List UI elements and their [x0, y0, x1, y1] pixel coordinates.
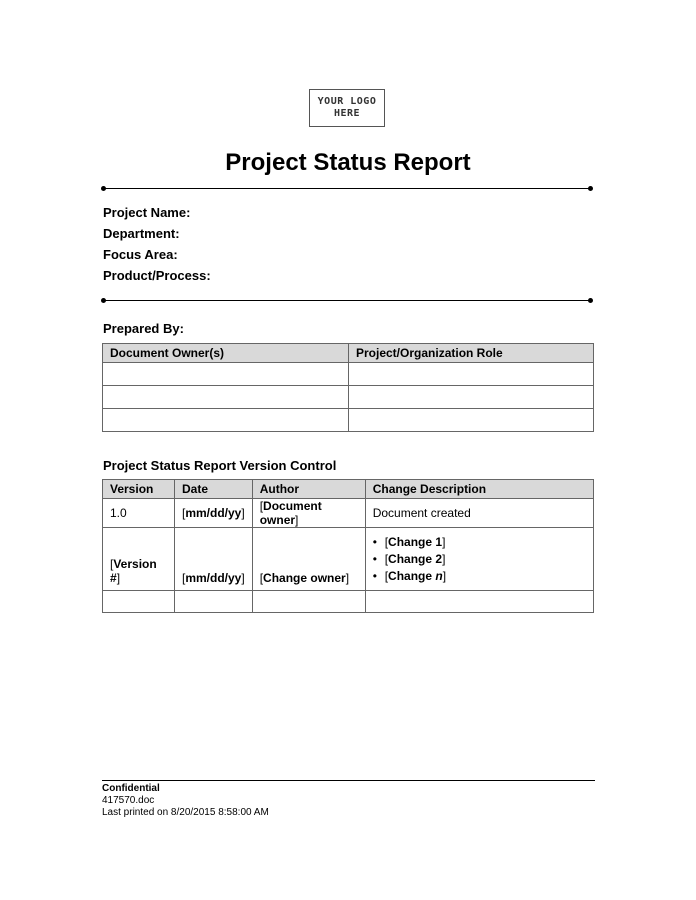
table-row — [103, 591, 594, 613]
owner-cell[interactable] — [103, 386, 349, 409]
focus-area-label: Focus Area: — [103, 247, 178, 262]
version-cell[interactable] — [103, 591, 175, 613]
table-row — [103, 386, 594, 409]
version-control-table — [102, 479, 594, 613]
file-name: 417570.doc — [102, 795, 155, 806]
role-column-header: Project/Organization Role — [349, 344, 594, 363]
last-printed: Last printed on 8/20/2015 8:58:00 AM — [102, 807, 269, 818]
footer — [102, 783, 269, 819]
owner-column-header: Document Owner(s) — [103, 344, 349, 363]
version-cell[interactable]: 1.0 — [103, 499, 175, 528]
change-description-column-header: Change Description — [365, 480, 593, 499]
project-info — [103, 202, 211, 286]
version-cell[interactable]: [Version #] — [103, 528, 175, 591]
product-process-label: Product/Process: — [103, 268, 211, 283]
role-cell[interactable] — [349, 363, 594, 386]
date-column-header: Date — [175, 480, 253, 499]
logo-placeholder — [309, 89, 385, 127]
date-cell[interactable]: [mm/dd/yy] — [175, 499, 253, 528]
table-row — [103, 409, 594, 432]
author-cell[interactable]: [Change owner] — [252, 528, 365, 591]
author-cell[interactable] — [252, 591, 365, 613]
description-cell[interactable]: Document created — [365, 499, 593, 528]
version-control-heading: Project Status Report Version Control — [103, 458, 337, 473]
description-cell[interactable] — [365, 591, 593, 613]
list-item: • [Change 2] — [373, 551, 586, 568]
date-cell[interactable] — [175, 591, 253, 613]
owner-cell[interactable] — [103, 409, 349, 432]
table-header-row — [103, 480, 594, 499]
document-owners-table — [102, 343, 594, 432]
table-row — [103, 528, 594, 591]
list-item: • [Change 1] — [373, 534, 586, 551]
project-name-label: Project Name: — [103, 205, 191, 220]
prepared-by-heading: Prepared By: — [103, 321, 184, 336]
table-row — [103, 363, 594, 386]
version-column-header: Version — [103, 480, 175, 499]
owner-cell[interactable] — [103, 363, 349, 386]
table-row — [103, 499, 594, 528]
change-n-text: Change n — [388, 568, 443, 583]
table-header-row — [103, 344, 594, 363]
logo-line-1: YOUR LOGO — [317, 96, 377, 107]
confidential-label: Confidential — [102, 783, 160, 794]
change-list — [373, 534, 586, 585]
top-divider — [103, 188, 591, 189]
middle-divider — [103, 300, 591, 301]
author-cell[interactable]: [Document owner] — [252, 499, 365, 528]
department-label: Department: — [103, 226, 180, 241]
role-cell[interactable] — [349, 386, 594, 409]
description-cell[interactable] — [365, 528, 593, 591]
date-cell[interactable]: [mm/dd/yy] — [175, 528, 253, 591]
list-item: • [Change n] — [373, 568, 586, 585]
author-column-header: Author — [252, 480, 365, 499]
footer-divider — [102, 780, 595, 781]
logo-line-2: HERE — [333, 108, 361, 119]
page-title: Project Status Report — [225, 149, 471, 176]
role-cell[interactable] — [349, 409, 594, 432]
